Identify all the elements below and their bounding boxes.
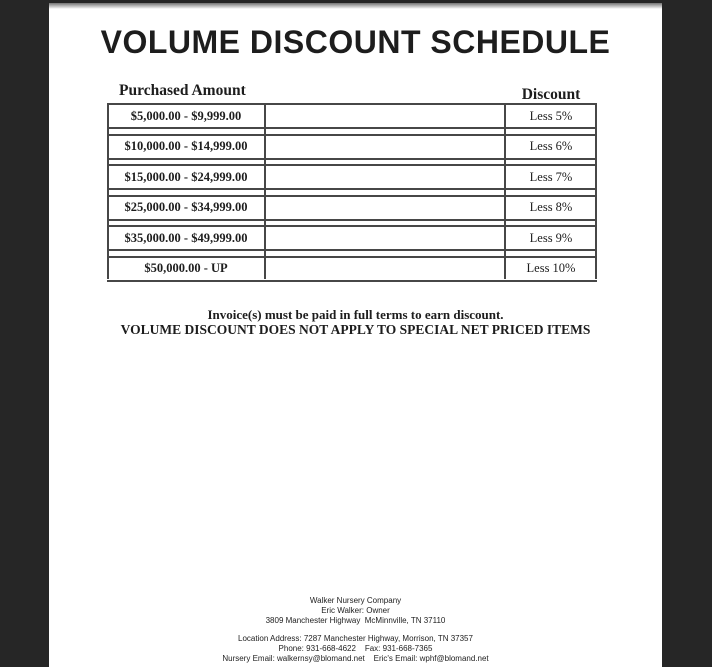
table-row [107,225,597,251]
discount-cell: Less 5% [529,108,573,123]
discount-schedule-table [107,103,597,283]
discount-cell: Less 6% [529,139,573,153]
empty-cell [265,258,505,280]
discount-terms-notes [49,307,662,338]
footer-block-gap [49,626,662,634]
table-left-border [107,103,109,279]
empty-cell [265,105,505,127]
table-right-border [595,103,597,279]
discount-cell: Less 10% [526,261,576,275]
company-footer [49,596,662,664]
empty-cell [265,197,505,219]
table-column-divider-1 [264,103,266,279]
discount-cell: Less 7% [529,169,573,184]
location-address-line: Location Address: 7287 Manchester Highway, Morrison, TN 37357 [238,634,473,643]
document-page [49,3,662,667]
table-row [107,195,597,221]
empty-cell [265,227,505,249]
email-line: Nursery Email: walkernsy@blomand.net Eric's Email: wphf@blomand.net [222,654,489,663]
owner-line: Eric Walker: Owner [321,606,390,615]
purchased-amount-cell: $50,000.00 - UP [144,261,228,275]
company-name: Walker Nursery Company [309,596,402,605]
page-top-shadow [49,3,662,9]
column-header-purchased-amount: Purchased Amount [119,82,246,99]
table-column-divider-2 [504,103,506,279]
page-title: VOLUME DISCOUNT SCHEDULE [100,24,611,60]
purchased-amount-cell: $5,000.00 - $9,999.00 [130,108,242,123]
column-header-discount: Discount [521,86,581,103]
purchased-amount-cell: $35,000.00 - $49,999.00 [124,230,248,245]
mailing-address-line: 3809 Manchester Highway McMinnville, TN 37110 [265,616,446,625]
discount-cell: Less 9% [529,230,573,245]
discount-cell: Less 8% [529,200,573,214]
phone-fax-line: Phone: 931-668-4622 Fax: 931-668-7365 [278,644,433,653]
purchased-amount-cell: $25,000.00 - $34,999.00 [124,200,248,214]
purchased-amount-cell: $10,000.00 - $14,999.00 [124,139,248,153]
special-net-priced-note: VOLUME DISCOUNT DOES NOT APPLY TO SPECIAL NET PRICED ITEMS [120,322,591,337]
table-row [107,164,597,190]
table-row [107,134,597,160]
empty-cell [265,136,505,158]
invoice-terms-note: Invoice(s) must be paid in full terms to earn discount. [207,307,504,322]
table-row [107,256,597,282]
empty-cell [265,166,505,188]
table-row [107,103,597,129]
purchased-amount-cell: $15,000.00 - $24,999.00 [124,169,248,184]
